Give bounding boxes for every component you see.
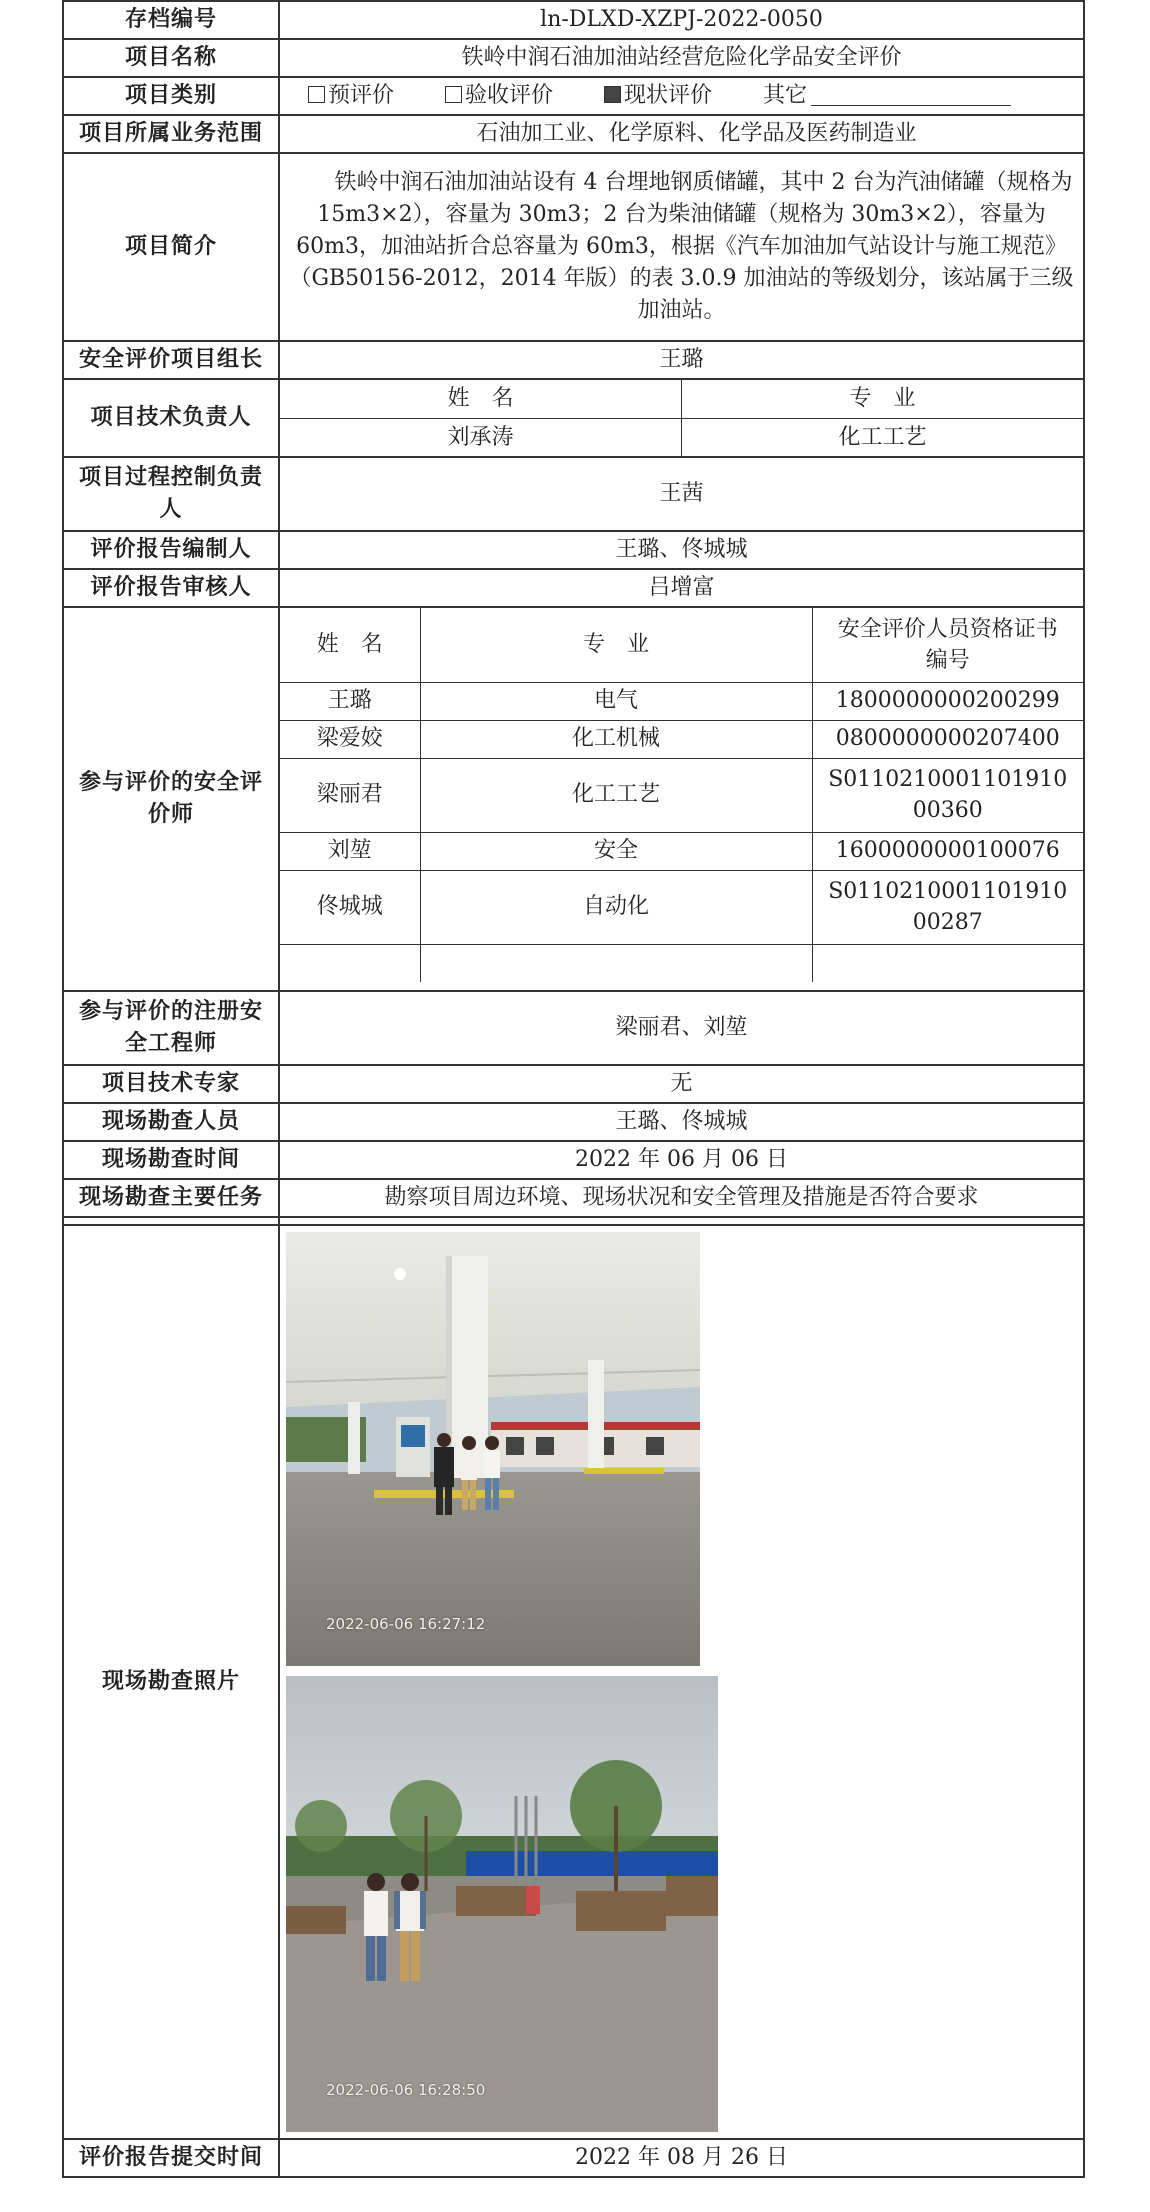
submit-date-value: 2022 年 08 月 26 日: [279, 2139, 1084, 2177]
tech-experts-label: 项目技术专家: [63, 1065, 279, 1103]
checkbox-filled-icon: [604, 86, 621, 103]
row-registered-engineers: [63, 991, 1084, 1065]
evaluator-name: 刘堃: [280, 832, 420, 870]
registered-engineers-label: 参与评价的注册安全工程师: [63, 991, 279, 1065]
photo-canopy-image: [286, 1232, 700, 1666]
checkbox-empty-icon: [308, 86, 325, 103]
evaluator-name: [280, 944, 420, 982]
table-row: [280, 870, 1083, 944]
table-row: [280, 682, 1083, 720]
evaluators-label: 参与评价的安全评价师: [63, 607, 279, 991]
row-project-name: [63, 39, 1084, 77]
table-row: [280, 758, 1083, 832]
team-leader-value: 王璐: [279, 341, 1084, 379]
survey-photos-label: 现场勘查照片: [63, 1225, 279, 2139]
tech-lead-cell: [279, 379, 1084, 457]
tech-experts-value: 无: [279, 1065, 1084, 1103]
tech-lead-header-name: 姓 名: [280, 380, 682, 418]
survey-task-value: 勘察项目周边环境、现场状况和安全管理及措施是否符合要求: [279, 1179, 1084, 1217]
evaluator-major: 化工工艺: [420, 758, 812, 832]
survey-photos-cell: [279, 1225, 1084, 2139]
archive-label: 存档编号: [63, 1, 279, 39]
row-survey-date: [63, 1141, 1084, 1179]
table-row: [280, 720, 1083, 758]
evaluators-header-major: 专 业: [420, 608, 812, 682]
evaluator-cert: 0800000000207400: [812, 720, 1083, 758]
business-scope-value: 石油加工业、化学原料、化学品及医药制造业: [279, 115, 1084, 153]
photo-timestamp: 2022-06-06 16:28:50: [326, 2081, 486, 2100]
row-survey-staff: [63, 1103, 1084, 1141]
row-archive: [63, 1, 1084, 39]
row-team-leader: [63, 341, 1084, 379]
process-control-label: 项目过程控制负责人: [63, 457, 279, 531]
survey-task-label: 现场勘查主要任务: [63, 1179, 279, 1217]
row-tech-experts: [63, 1065, 1084, 1103]
business-scope-label: 项目所属业务范围: [63, 115, 279, 153]
other-blank-line: [811, 85, 1011, 106]
project-category-label: 项目类别: [63, 77, 279, 115]
evaluator-name: 梁丽君: [280, 758, 420, 832]
evaluator-cert: 1800000000200299: [812, 682, 1083, 720]
team-leader-label: 安全评价项目组长: [63, 341, 279, 379]
evaluator-major: [420, 944, 812, 982]
evaluator-major: 安全: [420, 832, 812, 870]
survey-date-label: 现场勘查时间: [63, 1141, 279, 1179]
category-option-acceptance: 验收评价: [445, 80, 553, 112]
evaluators-header-cert: 安全评价人员资格证书编号: [812, 608, 1083, 682]
row-evaluators: [63, 607, 1084, 991]
registered-engineers-value: 梁丽君、刘堃: [279, 991, 1084, 1065]
row-survey-task: [63, 1179, 1084, 1217]
project-name-label: 项目名称: [63, 39, 279, 77]
section-gap: [63, 1217, 1084, 1225]
row-submit-date: [63, 2139, 1084, 2177]
evaluator-cert: S011021000110191000360: [812, 758, 1083, 832]
archive-value: ln-DLXD-XZPJ-2022-0050: [279, 1, 1084, 39]
row-tech-lead: [63, 379, 1084, 457]
evaluators-table: [280, 608, 1083, 982]
submit-date-label: 评价报告提交时间: [63, 2139, 279, 2177]
survey-photo-planters: [286, 1676, 718, 2132]
survey-date-value: 2022 年 06 月 06 日: [279, 1141, 1084, 1179]
tech-lead-table: [280, 380, 1083, 456]
category-option-other: 其它: [763, 80, 1011, 112]
evaluator-cert: S011021000110191000287: [812, 870, 1083, 944]
photo-timestamp: 2022-06-06 16:27:12: [326, 1615, 486, 1634]
project-category-options: [279, 77, 1084, 115]
row-summary: [63, 153, 1084, 341]
project-name-value: 铁岭中润石油加油站经营危险化学品安全评价: [279, 39, 1084, 77]
evaluators-header-name: 姓 名: [280, 608, 420, 682]
tech-lead-label: 项目技术负责人: [63, 379, 279, 457]
evaluation-info-form: [62, 0, 1085, 2178]
row-survey-photos: [63, 1225, 1084, 2139]
report-reviewer-value: 吕增富: [279, 569, 1084, 607]
row-project-category: [63, 77, 1084, 115]
report-author-value: 王璐、佟城城: [279, 531, 1084, 569]
category-option-pre: 预评价: [308, 80, 394, 112]
tech-lead-major: 化工工艺: [682, 418, 1084, 456]
table-row-empty: [280, 944, 1083, 982]
evaluators-cell: [279, 607, 1084, 991]
tech-lead-name: 刘承涛: [280, 418, 682, 456]
checkbox-empty-icon: [445, 86, 462, 103]
row-business-scope: [63, 115, 1084, 153]
photo-planters-image: [286, 1676, 718, 2132]
tech-lead-header-major: 专 业: [682, 380, 1084, 418]
evaluator-name: 王璐: [280, 682, 420, 720]
row-report-author: [63, 531, 1084, 569]
summary-label: 项目简介: [63, 153, 279, 341]
evaluator-major: 化工机械: [420, 720, 812, 758]
survey-staff-label: 现场勘查人员: [63, 1103, 279, 1141]
survey-staff-value: 王璐、佟城城: [279, 1103, 1084, 1141]
evaluator-name: 佟城城: [280, 870, 420, 944]
evaluator-cert: 1600000000100076: [812, 832, 1083, 870]
row-report-reviewer: [63, 569, 1084, 607]
report-author-label: 评价报告编制人: [63, 531, 279, 569]
evaluator-name: 梁爱姣: [280, 720, 420, 758]
category-option-current: 现状评价: [604, 80, 712, 112]
evaluator-major: 自动化: [420, 870, 812, 944]
process-control-value: 王茜: [279, 457, 1084, 531]
report-reviewer-label: 评价报告审核人: [63, 569, 279, 607]
summary-value: 铁岭中润石油加油站设有 4 台埋地钢质储罐，其中 2 台为汽油储罐（规格为 15m3×2），容量为 30m3；2 台为柴油储罐（规格为 30m3×2），容量为 60m3，加油站折合总容量为 60m3，根据《汽车加油加气站设计与施工规范》（GB50156-2012，2014 年版）的表 3.0.9 加油站的等级划分，该站属于三级加油站。: [279, 153, 1084, 341]
survey-photo-canopy: [286, 1232, 700, 1666]
evaluators-header-row: [280, 608, 1083, 682]
row-process-control: [63, 457, 1084, 531]
evaluator-major: 电气: [420, 682, 812, 720]
evaluator-cert: [812, 944, 1083, 982]
table-row: [280, 832, 1083, 870]
